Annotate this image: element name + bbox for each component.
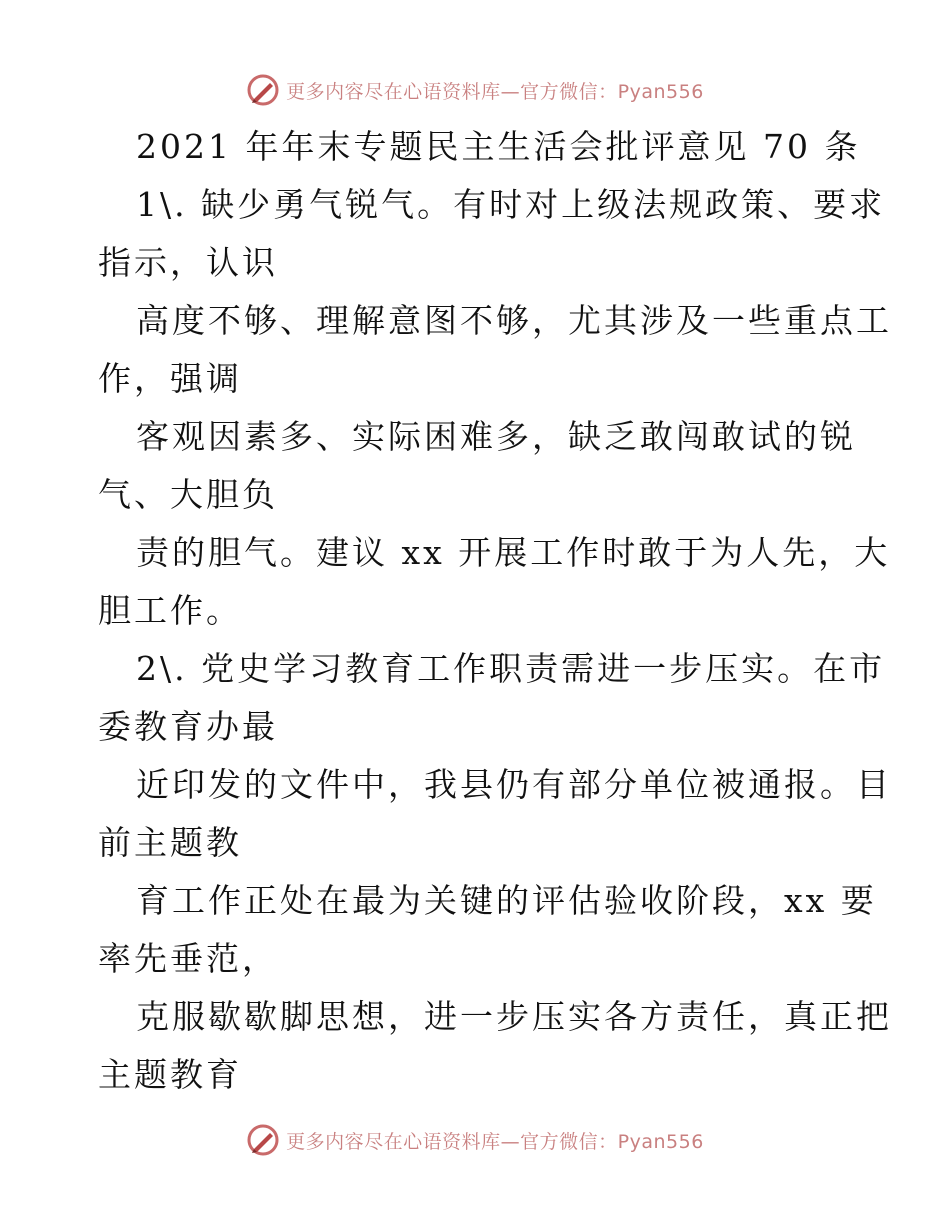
text-line: 作，强调 (98, 359, 242, 398)
text-line: 高度不够、理解意图不够，尤其涉及一些重点工 (136, 301, 892, 340)
text-line: 气、大胆负 (98, 475, 278, 514)
text-line: 2021 年年末专题民主生活会批评意见 70 条 (136, 127, 861, 166)
text-line: 指示，认识 (98, 243, 278, 282)
text-line: 前主题教 (98, 823, 242, 862)
text-line: 客观因素多、实际困难多，缺乏敢闯敢试的锐 (136, 417, 856, 456)
text-line: 近印发的文件中，我县仍有部分单位被通报。目 (136, 765, 892, 804)
pen-logo-icon (246, 1123, 280, 1157)
text-line: 克服歇歇脚思想，进一步压实各方责任，真正把 (136, 997, 892, 1036)
text-line: 责的胆气。建议 xx 开展工作时敢于为人先，大 (136, 533, 891, 572)
watermark-footer (0, 1120, 950, 1160)
document-body (98, 118, 892, 1104)
watermark-text: 更多内容尽在心语资料库—官方微信：Pyan556 (286, 1130, 704, 1153)
text-line: 主题教育 (98, 1055, 242, 1094)
text-line: 委教育办最 (98, 707, 278, 746)
watermark-header (0, 70, 950, 110)
text-line: 育工作正处在最为关键的评估验收阶段，xx 要 (136, 881, 877, 920)
pen-logo-icon (246, 73, 280, 107)
text-line: 1\. 缺少勇气锐气。有时对上级法规政策、要求 (136, 185, 886, 224)
text-line: 2\. 党史学习教育工作职责需进一步压实。在市 (136, 649, 886, 688)
watermark-text: 更多内容尽在心语资料库—官方微信：Pyan556 (286, 80, 704, 103)
text-line: 率先垂范， (98, 939, 278, 978)
text-line: 胆工作。 (98, 591, 242, 630)
